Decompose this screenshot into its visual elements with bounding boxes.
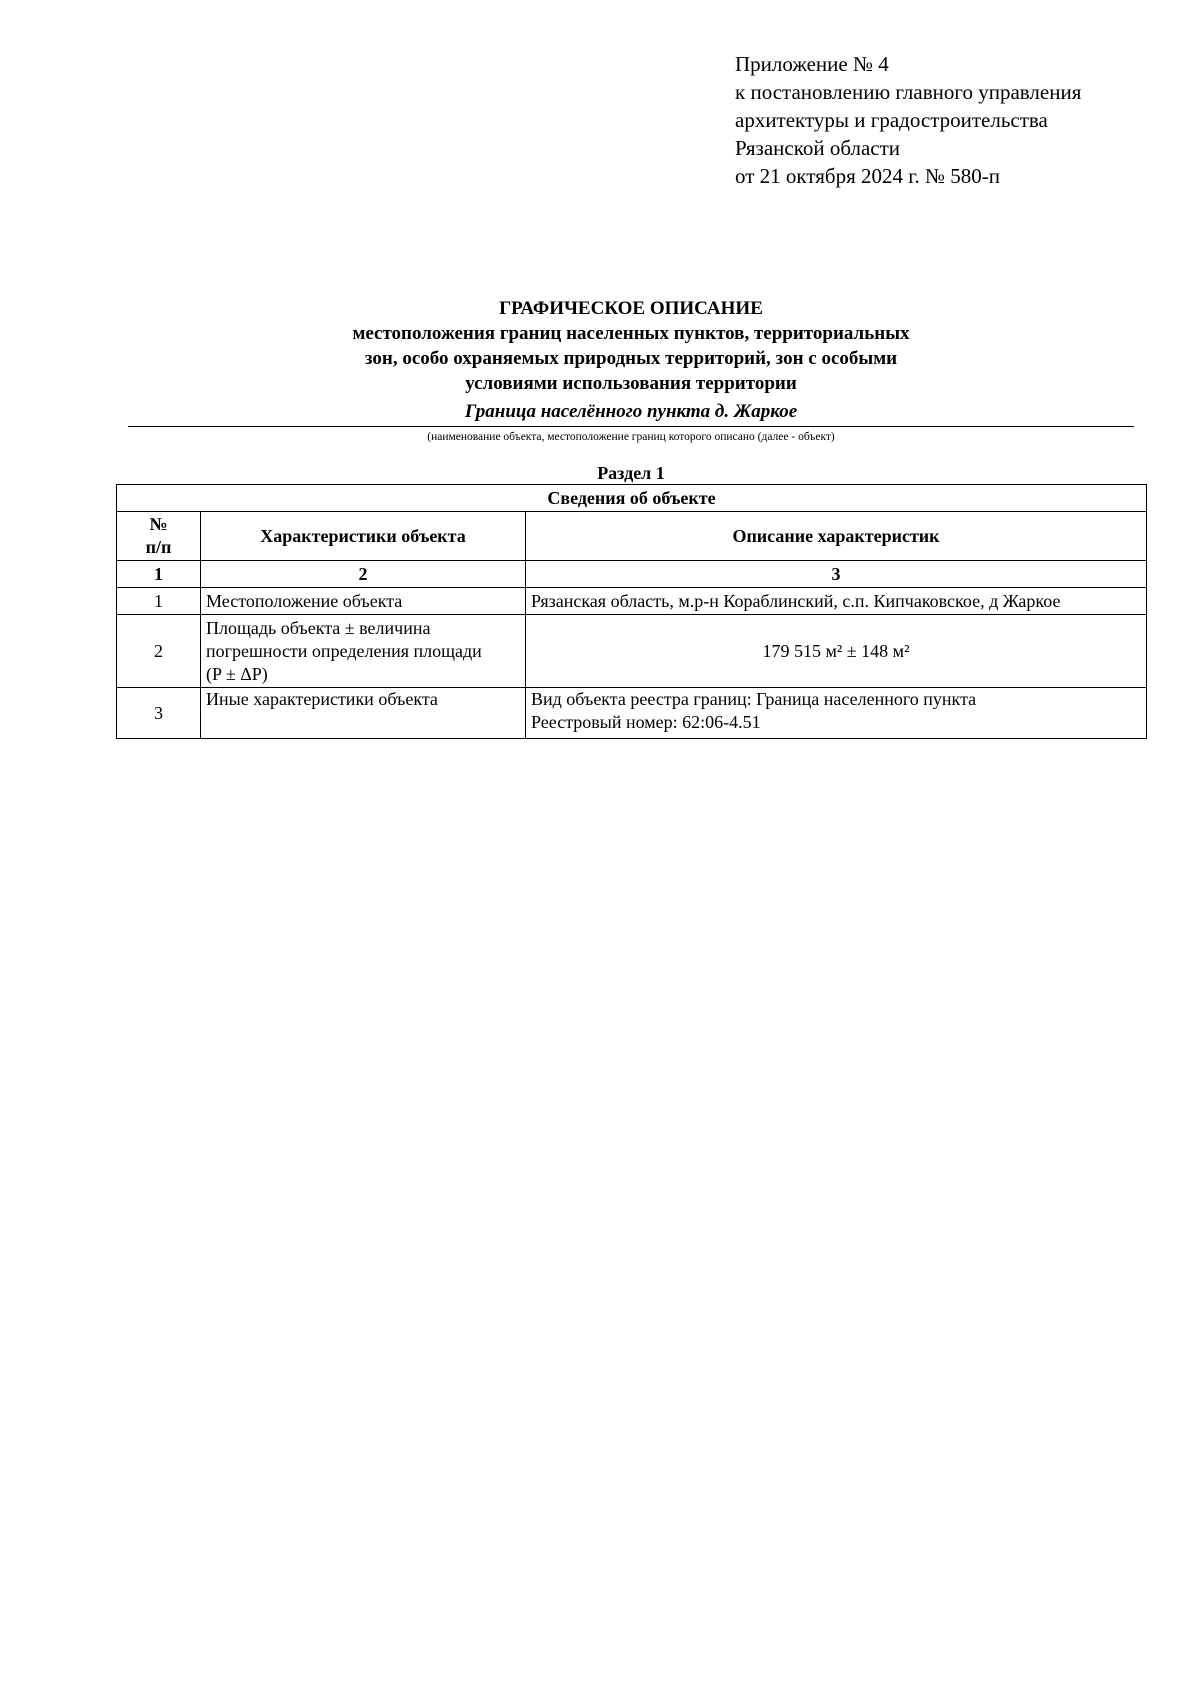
description-line: Реестровый номер: 62:06-4.51	[531, 712, 761, 732]
document-title	[128, 296, 1134, 396]
column-number: 3	[526, 561, 1147, 588]
title-line: местоположения границ населенных пунктов, территориальных	[352, 323, 910, 344]
row-description	[526, 588, 1147, 615]
appendix-line: Приложение № 4	[735, 52, 889, 76]
header-num	[117, 512, 201, 561]
header-num-line: п/п	[145, 537, 172, 557]
appendix-line: архитектуры и градостроительства	[735, 108, 1048, 132]
underline-rule	[128, 426, 1134, 427]
appendix-line: к постановлению главного управления	[735, 80, 1082, 104]
row-number: 1	[117, 588, 201, 615]
row-description	[526, 615, 1147, 688]
object-info-table	[116, 484, 1147, 739]
row-number: 3	[117, 688, 201, 739]
column-number: 2	[201, 561, 526, 588]
appendix-line: от 21 октября 2024 г. № 580-п	[735, 164, 1000, 188]
title-line: зон, особо охраняемых природных территорий, зон с особыми	[364, 348, 898, 369]
appendix-block	[735, 50, 1081, 190]
section-title: Раздел 1	[597, 463, 665, 483]
title-line: условиями использования территории	[465, 373, 797, 394]
characteristic-line: Площадь объекта ± величина	[206, 617, 431, 638]
row-characteristic	[201, 588, 526, 615]
appendix-line: Рязанской области	[735, 136, 901, 160]
description-line: Вид объекта реестра границ: Граница населенного пункта	[531, 689, 977, 709]
characteristic-line: Иные характеристики объекта	[206, 689, 438, 709]
column-number: 1	[117, 561, 201, 588]
table-row	[117, 688, 1147, 739]
row-description	[526, 688, 1147, 739]
header-characteristics: Характеристики объекта	[201, 512, 526, 561]
object-name: Граница населённого пункта д. Жаркое	[464, 401, 798, 422]
characteristic-line: (P ± ΔP)	[206, 663, 268, 684]
description-line: 179 515 м² ± 148 м²	[762, 640, 910, 661]
object-name-hint: (наименование объекта, местоположение границ которого описано (далее - объект)	[427, 431, 835, 443]
header-description: Описание характеристик	[526, 512, 1147, 561]
column-numbers-row	[117, 561, 1147, 588]
characteristic-line: погрешности определения площади	[206, 640, 482, 661]
description-line: Рязанская область, м.р-н Кораблинский, с.п. Кипчаковское, д Жаркое	[531, 590, 1061, 611]
title-heading: ГРАФИЧЕСКОЕ ОПИСАНИЕ	[499, 298, 763, 319]
table-row	[117, 615, 1147, 688]
row-characteristic	[201, 688, 526, 739]
table-header-row	[117, 512, 1147, 561]
table-caption: Сведения об объекте	[117, 485, 1147, 512]
header-num-line: №	[149, 514, 168, 534]
characteristic-line: Местоположение объекта	[206, 590, 403, 611]
row-characteristic	[201, 615, 526, 688]
row-number: 2	[117, 615, 201, 688]
table-row	[117, 588, 1147, 615]
